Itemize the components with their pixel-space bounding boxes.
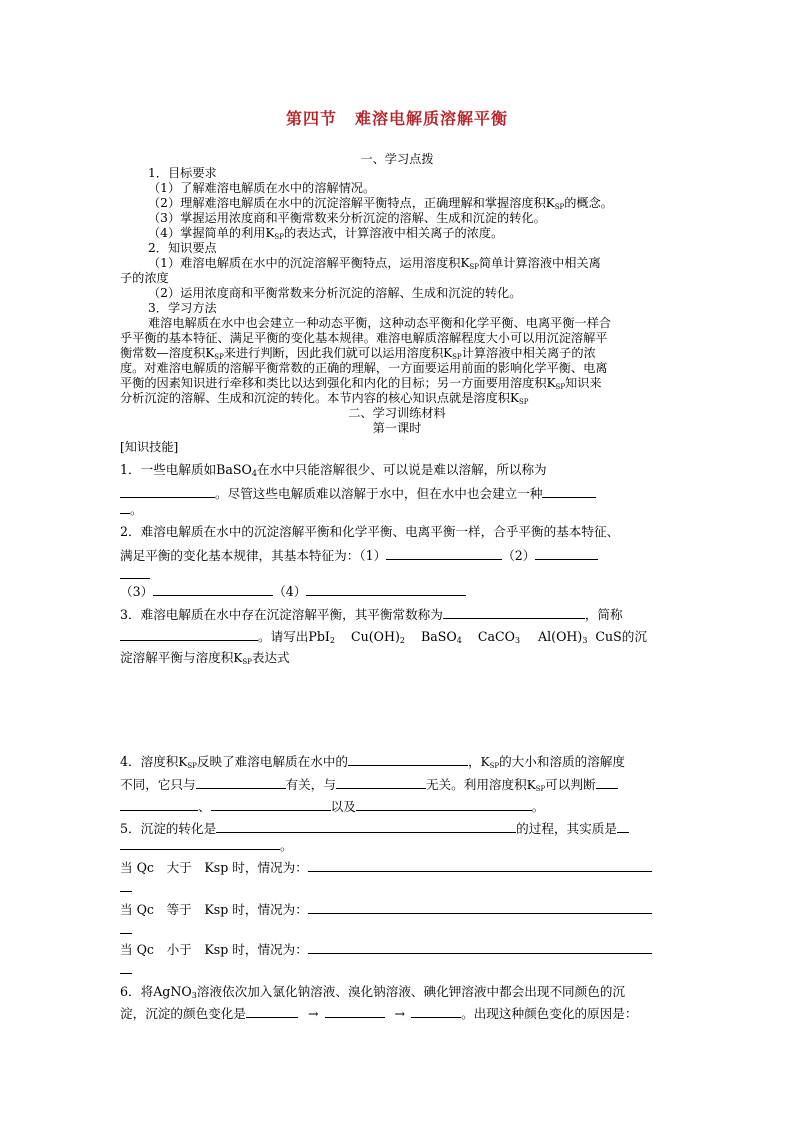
- blank-line[interactable]: [120, 960, 132, 974]
- points-heading: 2．知识要点: [148, 241, 217, 255]
- goal-item-4: （4）掌握简单的利用$K_{SP}$的表达式，计算溶液中相关离子的浓度。: [148, 226, 504, 241]
- blank-line[interactable]: [542, 484, 596, 498]
- question-5-case-greater-cont: [120, 878, 132, 897]
- ksp-symbol: $K_{SP}$: [443, 346, 462, 361]
- part2-heading: 二、学习训练材料: [348, 406, 446, 420]
- blank-line[interactable]: [411, 1004, 461, 1018]
- ksp-symbol: $K_{SP}$: [510, 391, 529, 406]
- question-2-line-1: 2．难溶电解质在水中的沉淀溶解平衡和化学平衡、电离平衡一样，合乎平衡的基本特征、: [120, 524, 620, 539]
- question-6-line-2: 淀，沉淀的颜色变化是 → → 。出现这种颜色变化的原因是：: [120, 1006, 638, 1021]
- goal-item-3: （3）掌握运用浓度商和平衡常数来分析沉淀的溶解、生成和沉淀的转化。: [148, 211, 546, 225]
- method-line: 平衡的因素知识进行牵移和类比以达到强化和内化的目标；另一方面要用溶度积$K_{SP}$知识来: [120, 376, 602, 391]
- method-line: 度。对难溶电解质的溶解平衡常数的正确的理解，一方面要运用前面的影响化学平衡、电离: [120, 361, 608, 375]
- method-heading: 3．学习方法: [148, 301, 217, 315]
- section-number: 第四节: [285, 109, 337, 128]
- blank-line[interactable]: [196, 775, 286, 789]
- question-3-line-3: 淀溶解平衡与溶度积$K_{SP}$表达式: [120, 650, 290, 666]
- ksp-symbol: $K_{SP}$: [265, 226, 284, 241]
- method-line: 难溶电解质在水中也会建立一种动态平衡，这种动态平衡和化学平衡、电离平衡一样合: [148, 316, 612, 330]
- blank-line[interactable]: [386, 546, 502, 560]
- goals-heading: 1．目标要求: [148, 166, 217, 180]
- method-line: 乎平衡的基本特征、满足平衡的变化基本规律。难溶电解质溶解程度大小可以用沉淀溶解平: [120, 331, 608, 345]
- question-5-case-less-cont: [120, 960, 132, 979]
- blank-line[interactable]: [336, 775, 426, 789]
- blank-line[interactable]: [617, 819, 629, 833]
- question-5-case-equal: 当 Qc 等于 Ksp 时，情况为：: [120, 900, 652, 919]
- blank-line[interactable]: [325, 1004, 385, 1018]
- section-name: 难溶电解质溶解平衡: [355, 109, 509, 128]
- ksp-symbol: $K_{SP}$: [480, 755, 500, 770]
- ksp-symbol: $K_{SP}$: [546, 376, 566, 391]
- blank-line[interactable]: [211, 797, 331, 811]
- question-3-line-1: 3．难溶电解质在水中存在沉淀溶解平衡，其平衡常数称为 ，简称: [120, 607, 623, 622]
- ksp-symbol: $K_{SP}$: [526, 778, 546, 793]
- point-item-1: （1）难溶电解质在水中的沉淀溶解平衡特点，运用溶度积$K_{SP}$简单计算溶液中相关离: [148, 256, 601, 271]
- ksp-symbol: $K_{SP}$: [460, 256, 479, 271]
- question-5-case-equal-cont: [120, 920, 132, 939]
- question-5-case-greater: 当 Qc 大于 Ksp 时，情况为：: [120, 858, 652, 877]
- question-2-line-2: 满足平衡的变化基本规律，其基本特征为：（1） （2）: [120, 546, 598, 565]
- lesson-heading: 第一课时: [372, 421, 422, 435]
- blank-line[interactable]: [120, 797, 198, 811]
- blank-line[interactable]: [120, 878, 132, 892]
- question-4-line-3: 、 以及 。: [120, 797, 544, 816]
- goal-item-1: （1）了解难溶电解质在水中的溶解情况。: [148, 181, 376, 195]
- blank-line[interactable]: [120, 500, 130, 514]
- blank-line[interactable]: [216, 819, 516, 833]
- question-6-line-1: 6．将AgNO$_3$溶液依次加入氯化钠溶液、溴化钠溶液、碘化钾溶液中都会出现不同颜色的沉: [120, 984, 625, 1000]
- blank-line[interactable]: [443, 605, 585, 619]
- question-1-line-3: 。: [120, 500, 143, 519]
- method-line: 衡常数—溶度积$K_{SP}$来进行判断，因此我们就可以运用溶度积$K_{SP}$计算溶液中相关离子的浓: [120, 346, 596, 361]
- arrow-icon: →: [307, 1006, 319, 1021]
- blank-line[interactable]: [120, 627, 258, 641]
- blank-line[interactable]: [356, 797, 532, 811]
- blank-line[interactable]: [306, 582, 466, 596]
- question-5-case-less: 当 Qc 小于 Ksp 时，情况为：: [120, 940, 652, 959]
- blank-line[interactable]: [153, 582, 273, 596]
- knowledge-skills-tag: [知识技能]: [120, 440, 179, 454]
- question-1-line-1: 1．一些电解质如BaSO$_4$在水中只能溶解很少、可以说是难以溶解，所以称为: [120, 462, 547, 478]
- blank-line[interactable]: [308, 940, 652, 954]
- part1-heading: 一、学习点拨: [360, 152, 434, 166]
- question-1-line-2: 。尽管这些电解质难以溶解于水中，但在水中也会建立一种: [120, 484, 596, 503]
- goal-item-2: （2）理解难溶电解质在水中的沉淀溶解平衡特点，正确理解和掌握溶度积$K_{SP}$的概念。: [148, 196, 613, 211]
- blank-line[interactable]: [308, 900, 652, 914]
- question-2-line-4: （3） （4）: [120, 582, 466, 601]
- blank-line[interactable]: [120, 565, 150, 579]
- blank-line[interactable]: [246, 1004, 298, 1018]
- question-4-line-1: 4．溶度积$K_{SP}$反映了难溶电解质在水中的 ，$K_{SP}$的大小和溶质的溶解度: [120, 754, 626, 770]
- blank-line[interactable]: [535, 546, 598, 560]
- ksp-symbol: $K_{SP}$: [178, 755, 197, 770]
- point-item-1-cont: 子的浓度: [120, 271, 169, 285]
- arrow-icon: →: [394, 1006, 406, 1021]
- question-5-line-2: 。: [120, 836, 293, 855]
- blank-line[interactable]: [120, 836, 280, 850]
- blank-line[interactable]: [596, 775, 618, 789]
- blank-line[interactable]: [120, 484, 215, 498]
- ksp-symbol: $K_{SP}$: [205, 346, 224, 361]
- method-line: 分析沉淀的溶解、生成和沉淀的转化。本节内容的核心知识点就是溶度积$K_{SP}$: [120, 391, 529, 406]
- ksp-symbol: $K_{SP}$: [233, 651, 252, 666]
- question-5-line-1: 5．沉淀的转化是 的过程，其实质是: [120, 819, 629, 838]
- blank-line[interactable]: [308, 858, 652, 872]
- ksp-symbol: $K_{SP}$: [545, 196, 565, 211]
- question-3-line-2: 。请写出PbI$_2$ $Cu(OH)_2$ BaSO$_4$ CaCO$_3$ $Al(OH)_3$ CuS的沉: [120, 627, 647, 650]
- blank-line[interactable]: [348, 752, 468, 766]
- point-item-2: （2）运用浓度商和平衡常数来分析沉淀的溶解、生成和沉淀的转化。: [148, 286, 522, 300]
- page-title: [0, 106, 794, 129]
- blank-line[interactable]: [120, 920, 132, 934]
- question-4-line-2: 不同，它只与 有关，与 无关。利用溶度积$K_{SP}$可以判断: [120, 775, 618, 799]
